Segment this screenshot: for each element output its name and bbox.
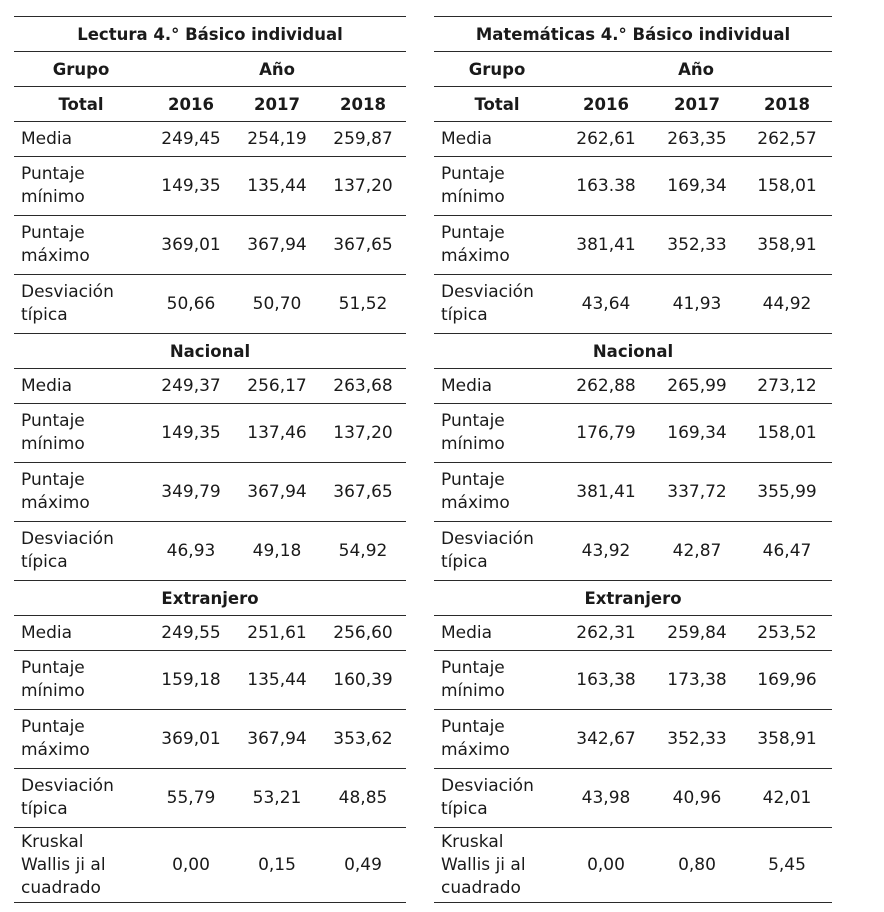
row-label: Puntaje máximo [14, 216, 148, 275]
value-cell: 254,19 [234, 122, 320, 157]
row-label: Media [434, 369, 560, 404]
table-title-row [14, 17, 406, 52]
row-label: Puntaje mínimo [14, 404, 148, 463]
year-header: Año [560, 52, 832, 87]
column-group-row [14, 52, 406, 87]
row-label: Puntaje mínimo [14, 157, 148, 216]
value-cell: 273,12 [742, 369, 832, 404]
value-cell: 169,96 [742, 651, 832, 710]
value-cell: 265,99 [652, 369, 742, 404]
table-row [434, 369, 832, 404]
value-cell: 358,91 [742, 216, 832, 275]
value-cell: 42,87 [652, 522, 742, 581]
value-cell: 367,94 [234, 710, 320, 769]
table-row [434, 710, 832, 769]
value-cell: 262,57 [742, 122, 832, 157]
table-row [14, 828, 406, 903]
value-cell: 55,79 [148, 769, 234, 828]
row-label: Puntaje máximo [14, 710, 148, 769]
value-cell: 137,20 [320, 157, 406, 216]
value-cell: 50,66 [148, 275, 234, 334]
table-row [14, 157, 406, 216]
value-cell: 253,52 [742, 616, 832, 651]
table-row [14, 463, 406, 522]
table-row [14, 404, 406, 463]
row-label: Puntaje mínimo [434, 651, 560, 710]
value-cell: 160,39 [320, 651, 406, 710]
section-name: Nacional [14, 334, 406, 369]
value-cell: 0,49 [320, 828, 406, 903]
section-name: Extranjero [434, 581, 832, 616]
value-cell: 169,34 [652, 404, 742, 463]
group-header: Grupo [434, 52, 560, 87]
value-cell: 0,00 [560, 828, 652, 903]
table-row [434, 828, 832, 903]
row-label: Kruskal Wallis ji al cuadrado [14, 828, 148, 903]
section-name: Total [14, 87, 148, 122]
row-label: Media [14, 616, 148, 651]
value-cell: 251,61 [234, 616, 320, 651]
value-cell: 159,18 [148, 651, 234, 710]
section-row-total [434, 87, 832, 122]
value-cell: 367,65 [320, 216, 406, 275]
value-cell: 40,96 [652, 769, 742, 828]
value-cell: 355,99 [742, 463, 832, 522]
year-column-header: 2018 [742, 87, 832, 122]
section-row-total [14, 87, 406, 122]
value-cell: 263,35 [652, 122, 742, 157]
value-cell: 48,85 [320, 769, 406, 828]
row-label: Desviación típica [434, 769, 560, 828]
row-label: Media [14, 369, 148, 404]
value-cell: 158,01 [742, 404, 832, 463]
value-cell: 149,35 [148, 157, 234, 216]
value-cell: 158,01 [742, 157, 832, 216]
row-label: Puntaje máximo [434, 216, 560, 275]
value-cell: 137,20 [320, 404, 406, 463]
row-label: Media [14, 122, 148, 157]
table-row [434, 522, 832, 581]
row-label: Desviación típica [14, 275, 148, 334]
value-cell: 256,60 [320, 616, 406, 651]
row-label: Desviación típica [434, 522, 560, 581]
value-cell: 0,00 [148, 828, 234, 903]
row-label: Desviación típica [14, 522, 148, 581]
section-row-extranjero [14, 581, 406, 616]
value-cell: 51,52 [320, 275, 406, 334]
value-cell: 259,84 [652, 616, 742, 651]
table-row [434, 404, 832, 463]
value-cell: 249,45 [148, 122, 234, 157]
value-cell: 44,92 [742, 275, 832, 334]
row-label: Puntaje mínimo [434, 404, 560, 463]
value-cell: 46,47 [742, 522, 832, 581]
table-row [434, 216, 832, 275]
value-cell: 353,62 [320, 710, 406, 769]
value-cell: 5,45 [742, 828, 832, 903]
value-cell: 352,33 [652, 710, 742, 769]
table-row [14, 216, 406, 275]
value-cell: 337,72 [652, 463, 742, 522]
table-row [434, 122, 832, 157]
value-cell: 263,68 [320, 369, 406, 404]
value-cell: 43,92 [560, 522, 652, 581]
table-row [14, 275, 406, 334]
section-name: Extranjero [14, 581, 406, 616]
column-group-row [434, 52, 832, 87]
value-cell: 135,44 [234, 157, 320, 216]
value-cell: 352,33 [652, 216, 742, 275]
value-cell: 256,17 [234, 369, 320, 404]
value-cell: 43,98 [560, 769, 652, 828]
table-row [434, 463, 832, 522]
value-cell: 262,61 [560, 122, 652, 157]
row-label: Kruskal Wallis ji al cuadrado [434, 828, 560, 903]
row-label: Puntaje máximo [14, 463, 148, 522]
value-cell: 137,46 [234, 404, 320, 463]
value-cell: 381,41 [560, 216, 652, 275]
reading-stats-table [14, 16, 406, 903]
value-cell: 46,93 [148, 522, 234, 581]
year-column-header: 2017 [234, 87, 320, 122]
value-cell: 367,65 [320, 463, 406, 522]
table-row [434, 651, 832, 710]
value-cell: 367,94 [234, 216, 320, 275]
value-cell: 349,79 [148, 463, 234, 522]
value-cell: 50,70 [234, 275, 320, 334]
table-row [434, 769, 832, 828]
row-label: Desviación típica [14, 769, 148, 828]
group-header: Grupo [14, 52, 148, 87]
math-stats-table [434, 16, 832, 903]
value-cell: 0,80 [652, 828, 742, 903]
table-row [14, 769, 406, 828]
value-cell: 262,88 [560, 369, 652, 404]
value-cell: 54,92 [320, 522, 406, 581]
value-cell: 358,91 [742, 710, 832, 769]
row-label: Media [434, 122, 560, 157]
section-row-nacional [434, 334, 832, 369]
value-cell: 173,38 [652, 651, 742, 710]
value-cell: 259,87 [320, 122, 406, 157]
row-label: Media [434, 616, 560, 651]
value-cell: 41,93 [652, 275, 742, 334]
table-title-row [434, 17, 832, 52]
year-column-header: 2018 [320, 87, 406, 122]
row-label: Puntaje máximo [434, 710, 560, 769]
table-title: Lectura 4.° Básico individual [14, 17, 406, 52]
table-row [14, 369, 406, 404]
value-cell: 43,64 [560, 275, 652, 334]
value-cell: 135,44 [234, 651, 320, 710]
table-row [14, 522, 406, 581]
section-row-extranjero [434, 581, 832, 616]
table-row [14, 122, 406, 157]
year-header: Año [148, 52, 406, 87]
table-row [434, 275, 832, 334]
table-title: Matemáticas 4.° Básico individual [434, 17, 832, 52]
table-row [14, 616, 406, 651]
section-name: Nacional [434, 334, 832, 369]
table-row [14, 651, 406, 710]
year-column-header: 2017 [652, 87, 742, 122]
value-cell: 163.38 [560, 157, 652, 216]
row-label: Puntaje máximo [434, 463, 560, 522]
value-cell: 369,01 [148, 216, 234, 275]
row-label: Puntaje mínimo [434, 157, 560, 216]
value-cell: 149,35 [148, 404, 234, 463]
table-row [14, 710, 406, 769]
value-cell: 42,01 [742, 769, 832, 828]
value-cell: 381,41 [560, 463, 652, 522]
table-row [434, 616, 832, 651]
year-column-header: 2016 [148, 87, 234, 122]
table-row [434, 157, 832, 216]
value-cell: 262,31 [560, 616, 652, 651]
row-label: Desviación típica [434, 275, 560, 334]
section-name: Total [434, 87, 560, 122]
value-cell: 0,15 [234, 828, 320, 903]
value-cell: 342,67 [560, 710, 652, 769]
value-cell: 163,38 [560, 651, 652, 710]
value-cell: 369,01 [148, 710, 234, 769]
value-cell: 176,79 [560, 404, 652, 463]
value-cell: 169,34 [652, 157, 742, 216]
row-label: Puntaje mínimo [14, 651, 148, 710]
value-cell: 249,37 [148, 369, 234, 404]
value-cell: 249,55 [148, 616, 234, 651]
value-cell: 53,21 [234, 769, 320, 828]
value-cell: 49,18 [234, 522, 320, 581]
section-row-nacional [14, 334, 406, 369]
year-column-header: 2016 [560, 87, 652, 122]
value-cell: 367,94 [234, 463, 320, 522]
